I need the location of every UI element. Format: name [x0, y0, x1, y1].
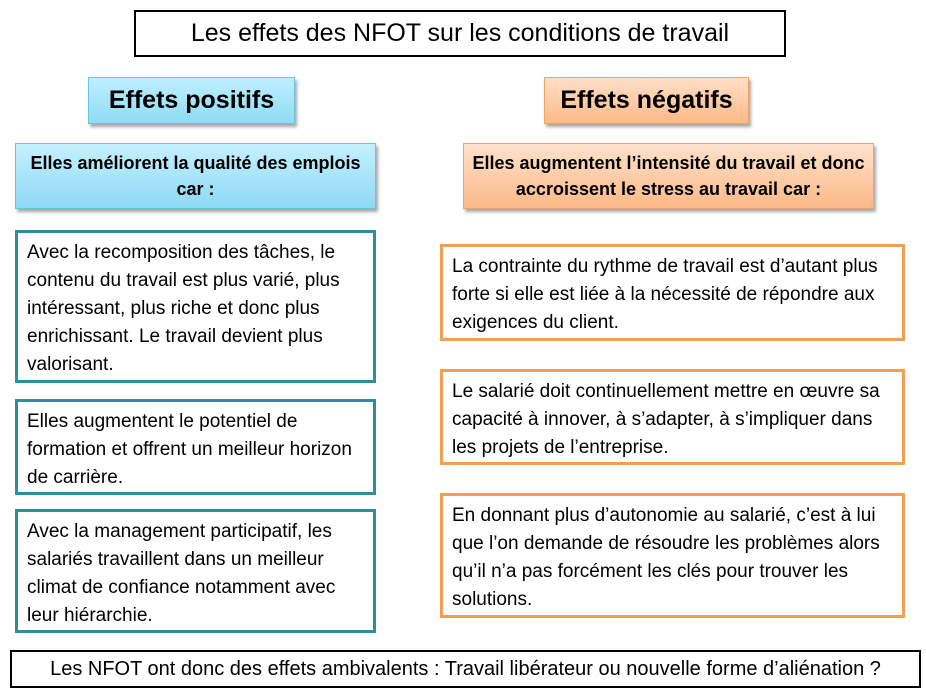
positive-effect-card-2: Elles augmentent le potentiel de formation et offrent un meilleur horizon de carrière. — [15, 399, 376, 495]
negative-effect-card-1: La contrainte du rythme de travail est d’autant plus forte si elle est liée à la nécessité de répondre aux exigences du client. — [440, 244, 905, 341]
negative-effect-card-2: Le salarié doit continuellement mettre en œuvre sa capacité à innover, à s’adapter, à s’impliquer dans les projets de l’entreprise. — [440, 369, 905, 465]
positive-effects-subheading: Elles améliorent la qualité des emplois car : — [15, 143, 376, 209]
diagram-title: Les effets des NFOT sur les conditions de travail — [134, 10, 786, 57]
positive-effect-card-1: Avec la recomposition des tâches, le contenu du travail est plus varié, plus intéressant, plus riche et donc plus enrichissant. Le travail devient plus valorisant. — [15, 230, 376, 383]
negative-effects-heading: Effets négatifs — [544, 77, 749, 124]
positive-effects-heading: Effets positifs — [88, 77, 295, 124]
negative-effects-subheading: Elles augmentent l’intensité du travail et donc accroissent le stress au travail car : — [463, 143, 874, 209]
negative-effect-card-3: En donnant plus d’autonomie au salarié, c’est à lui que l’on demande de résoudre les problèmes alors qu’il n’a pas forcément les clés pour trouver les solutions. — [440, 493, 905, 618]
conclusion-text: Les NFOT ont donc des effets ambivalents : Travail libérateur ou nouvelle forme d’aliénation ? — [10, 650, 921, 688]
positive-effect-card-3: Avec la management participatif, les salariés travaillent dans un meilleur climat de confiance notamment avec leur hiérarchie. — [15, 509, 376, 633]
